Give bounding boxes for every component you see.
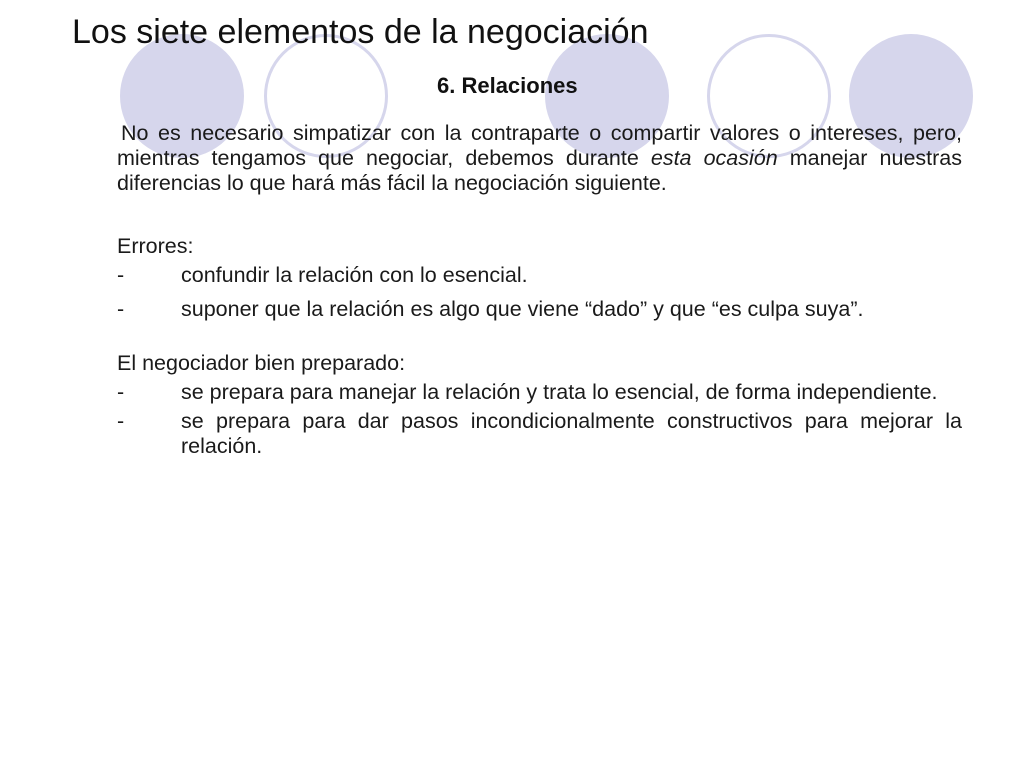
errors-list-item <box>117 263 962 288</box>
slide-body <box>117 121 962 459</box>
intro-paragraph <box>117 121 962 196</box>
intro-emphasis: esta ocasión <box>650 146 778 170</box>
intro-text-end: manejar nuestras diferencias lo que hará más fácil la negociación siguiente. <box>117 146 962 195</box>
bullet-dash: - <box>117 380 125 404</box>
bullet-dash: - <box>117 297 125 321</box>
prepared-heading: El negociador bien preparado: <box>117 351 406 375</box>
bullet-dash: - <box>117 409 125 433</box>
errors-item-text: confundir la relación con lo esencial. <box>181 263 528 287</box>
errors-heading: Errores: <box>117 234 194 258</box>
errors-list <box>117 263 962 322</box>
errors-list-item <box>117 297 962 322</box>
prepared-item-text: se prepara para manejar la relación y trata lo esencial, de forma independiente. <box>181 380 938 404</box>
bullet-dash: - <box>117 263 125 287</box>
prepared-list-item <box>117 409 962 459</box>
prepared-list-item <box>117 380 962 405</box>
prepared-item-text: se prepara para dar pasos incondicionalmente constructivos para mejorar la relación. <box>181 409 962 458</box>
slide-title: Los siete elementos de la negociación <box>72 13 649 51</box>
slide-subtitle: 6. Relaciones <box>437 73 578 98</box>
prepared-list <box>117 380 962 459</box>
errors-item-text: suponer que la relación es algo que viene “dado” y que “es culpa suya”. <box>181 297 864 321</box>
intro-text-start: No es necesario simpatizar con la contraparte o compartir valores o intereses, pero, mientras tengamos que negociar, debemos durante <box>117 121 962 170</box>
